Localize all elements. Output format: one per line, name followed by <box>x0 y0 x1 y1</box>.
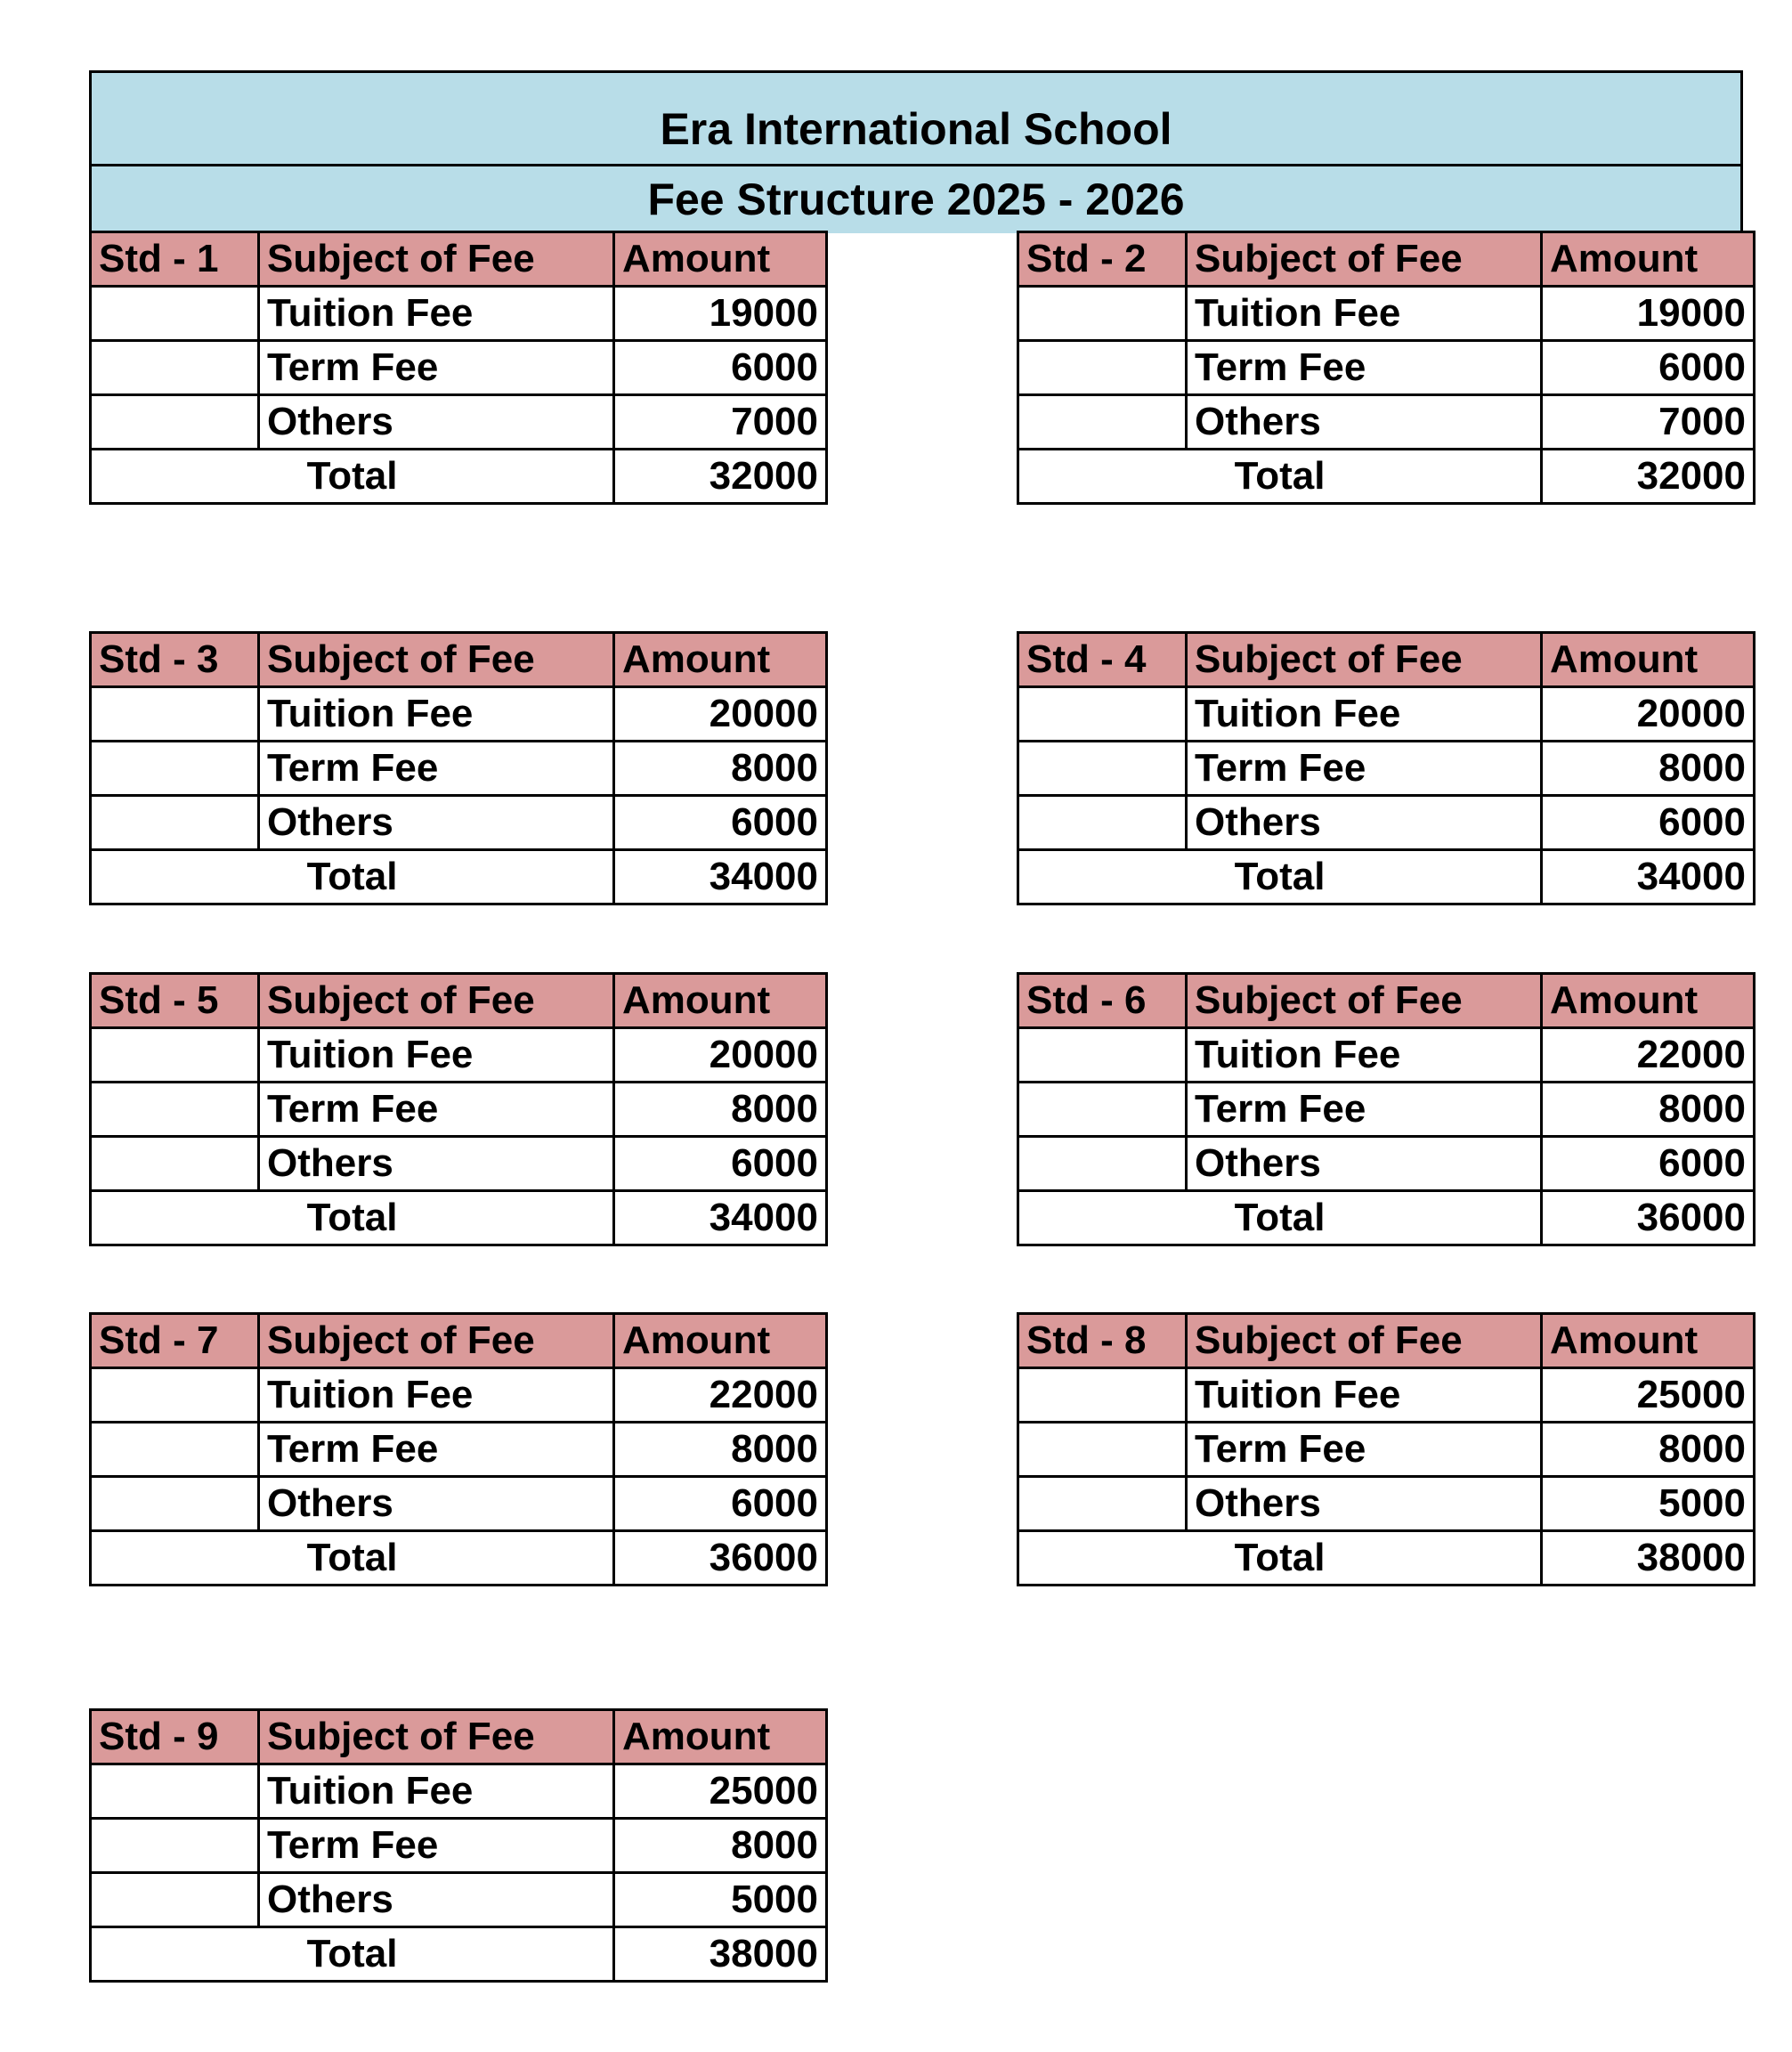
fee-table-header-row <box>1018 232 1755 287</box>
total-label: Total <box>1018 850 1542 904</box>
fee-row <box>1018 742 1755 796</box>
std-label: Std - 9 <box>91 1710 259 1764</box>
total-label: Total <box>1018 450 1542 504</box>
empty-cell <box>1018 395 1187 450</box>
fee-amount: 8000 <box>614 742 827 796</box>
fee-amount: 8000 <box>614 1423 827 1477</box>
fee-table-header-row <box>91 1314 827 1368</box>
amount-header: Amount <box>614 232 827 287</box>
empty-cell <box>91 687 259 742</box>
empty-cell <box>1018 1477 1187 1531</box>
fee-row <box>91 1873 827 1927</box>
amount-header: Amount <box>1542 1314 1755 1368</box>
fee-row <box>91 395 827 450</box>
fee-structure-title: Fee Structure 2025 - 2026 <box>647 174 1185 224</box>
total-amount: 38000 <box>1542 1531 1755 1586</box>
empty-cell <box>91 1819 259 1873</box>
fee-row <box>91 1819 827 1873</box>
total-amount: 32000 <box>614 450 827 504</box>
fee-row <box>1018 287 1755 341</box>
empty-cell <box>1018 742 1187 796</box>
subject-header: Subject of Fee <box>1187 232 1542 287</box>
total-label: Total <box>91 1191 614 1245</box>
fee-subject: Tuition Fee <box>1187 287 1542 341</box>
fee-amount: 6000 <box>1542 341 1755 395</box>
fee-row <box>1018 796 1755 850</box>
subject-header: Subject of Fee <box>259 1314 614 1368</box>
fee-amount: 25000 <box>614 1764 827 1819</box>
total-row <box>91 1531 827 1586</box>
empty-cell <box>91 1368 259 1423</box>
std-label: Std - 7 <box>91 1314 259 1368</box>
fee-amount: 25000 <box>1542 1368 1755 1423</box>
total-amount: 34000 <box>614 850 827 904</box>
total-amount: 34000 <box>614 1191 827 1245</box>
amount-header: Amount <box>614 974 827 1028</box>
empty-cell <box>1018 1368 1187 1423</box>
fee-row <box>1018 1368 1755 1423</box>
std-label: Std - 6 <box>1018 974 1187 1028</box>
fee-row <box>1018 341 1755 395</box>
total-label: Total <box>91 1927 614 1982</box>
total-row <box>1018 1531 1755 1586</box>
fee-subject: Tuition Fee <box>259 1028 614 1083</box>
fee-subject: Term Fee <box>259 341 614 395</box>
empty-cell <box>91 742 259 796</box>
fee-table-std-8 <box>1017 1312 1756 1586</box>
fee-subject: Term Fee <box>259 1083 614 1137</box>
fee-subject: Others <box>1187 395 1542 450</box>
empty-cell <box>1018 1423 1187 1477</box>
amount-header: Amount <box>1542 974 1755 1028</box>
fee-table-header-row <box>1018 974 1755 1028</box>
empty-cell <box>1018 287 1187 341</box>
fee-table-std-6 <box>1017 972 1756 1246</box>
fee-table-std-4 <box>1017 631 1756 905</box>
fee-subject: Tuition Fee <box>259 1764 614 1819</box>
fee-amount: 20000 <box>1542 687 1755 742</box>
fee-amount: 5000 <box>1542 1477 1755 1531</box>
fee-row <box>91 1764 827 1819</box>
fee-amount: 8000 <box>1542 1423 1755 1477</box>
fee-subject: Tuition Fee <box>1187 1368 1542 1423</box>
fee-table-header-row <box>91 633 827 687</box>
empty-cell <box>1018 1028 1187 1083</box>
total-label: Total <box>1018 1191 1542 1245</box>
fee-amount: 20000 <box>614 687 827 742</box>
total-row <box>91 450 827 504</box>
fee-row <box>1018 1083 1755 1137</box>
fee-row <box>1018 687 1755 742</box>
fee-row <box>91 1368 827 1423</box>
total-row <box>1018 450 1755 504</box>
fee-amount: 6000 <box>1542 796 1755 850</box>
total-row <box>1018 1191 1755 1245</box>
empty-cell <box>91 341 259 395</box>
school-name: Era International School <box>92 73 1740 166</box>
fee-amount: 8000 <box>614 1083 827 1137</box>
empty-cell <box>91 1028 259 1083</box>
amount-header: Amount <box>614 633 827 687</box>
empty-cell <box>91 1477 259 1531</box>
fee-table-std-2 <box>1017 231 1756 505</box>
fee-table-std-5 <box>89 972 828 1246</box>
fee-amount: 8000 <box>1542 1083 1755 1137</box>
empty-cell <box>1018 341 1187 395</box>
fee-amount: 22000 <box>1542 1028 1755 1083</box>
fee-subject: Term Fee <box>1187 742 1542 796</box>
fee-subject: Tuition Fee <box>259 1368 614 1423</box>
fee-row <box>1018 1028 1755 1083</box>
fee-subject: Others <box>1187 1477 1542 1531</box>
std-label: Std - 8 <box>1018 1314 1187 1368</box>
fee-row <box>1018 1423 1755 1477</box>
fee-table-header-row <box>91 232 827 287</box>
empty-cell <box>91 1873 259 1927</box>
fee-subject: Others <box>1187 796 1542 850</box>
amount-header: Amount <box>614 1710 827 1764</box>
total-label: Total <box>91 1531 614 1586</box>
fee-amount: 22000 <box>614 1368 827 1423</box>
fee-table-header-row <box>1018 1314 1755 1368</box>
fee-subject: Tuition Fee <box>259 687 614 742</box>
fee-subject: Tuition Fee <box>259 287 614 341</box>
amount-header: Amount <box>1542 232 1755 287</box>
fee-row <box>91 742 827 796</box>
total-row <box>1018 850 1755 904</box>
fee-amount: 6000 <box>614 1137 827 1191</box>
fee-table-header-row <box>91 1710 827 1764</box>
fee-amount: 7000 <box>614 395 827 450</box>
fee-table-std-3 <box>89 631 828 905</box>
fee-amount: 6000 <box>614 341 827 395</box>
empty-cell <box>91 1764 259 1819</box>
subject-header: Subject of Fee <box>1187 1314 1542 1368</box>
fee-row <box>91 1137 827 1191</box>
empty-cell <box>91 1083 259 1137</box>
fee-subject: Others <box>259 1873 614 1927</box>
empty-cell <box>91 287 259 341</box>
fee-table-header-row <box>1018 633 1755 687</box>
fee-subject: Tuition Fee <box>1187 687 1542 742</box>
fee-row <box>91 1083 827 1137</box>
total-amount: 38000 <box>614 1927 827 1982</box>
total-row <box>91 1927 827 1982</box>
total-amount: 32000 <box>1542 450 1755 504</box>
subject-header: Subject of Fee <box>259 633 614 687</box>
subject-header: Subject of Fee <box>1187 974 1542 1028</box>
total-row <box>91 1191 827 1245</box>
fee-subject: Others <box>259 796 614 850</box>
std-label: Std - 4 <box>1018 633 1187 687</box>
fee-amount: 19000 <box>1542 287 1755 341</box>
total-amount: 36000 <box>614 1531 827 1586</box>
fee-subject: Term Fee <box>259 1423 614 1477</box>
empty-cell <box>91 395 259 450</box>
fee-table-std-7 <box>89 1312 828 1586</box>
fee-subject: Term Fee <box>1187 1083 1542 1137</box>
fee-table-header-row <box>91 974 827 1028</box>
fee-row <box>91 1423 827 1477</box>
std-label: Std - 2 <box>1018 232 1187 287</box>
empty-cell <box>91 1423 259 1477</box>
empty-cell <box>91 796 259 850</box>
total-amount: 36000 <box>1542 1191 1755 1245</box>
std-label: Std - 1 <box>91 232 259 287</box>
fee-row <box>1018 1477 1755 1531</box>
fee-subject: Others <box>1187 1137 1542 1191</box>
fee-row <box>91 341 827 395</box>
fee-subject: Others <box>259 1137 614 1191</box>
subject-header: Subject of Fee <box>259 974 614 1028</box>
amount-header: Amount <box>614 1314 827 1368</box>
fee-table-std-1 <box>89 231 828 505</box>
subject-header: Subject of Fee <box>1187 633 1542 687</box>
total-label: Total <box>1018 1531 1542 1586</box>
school-banner <box>89 70 1743 233</box>
total-amount: 34000 <box>1542 850 1755 904</box>
fee-table-std-9 <box>89 1708 828 1983</box>
empty-cell <box>1018 796 1187 850</box>
fee-row <box>1018 395 1755 450</box>
subject-header: Subject of Fee <box>259 1710 614 1764</box>
fee-row <box>91 1477 827 1531</box>
fee-subject: Term Fee <box>1187 1423 1542 1477</box>
fee-amount: 6000 <box>614 1477 827 1531</box>
fee-subject: Term Fee <box>259 1819 614 1873</box>
fee-row <box>91 687 827 742</box>
subject-header: Subject of Fee <box>259 232 614 287</box>
empty-cell <box>91 1137 259 1191</box>
fee-amount: 6000 <box>614 796 827 850</box>
fee-amount: 6000 <box>1542 1137 1755 1191</box>
fee-amount: 8000 <box>1542 742 1755 796</box>
empty-cell <box>1018 1083 1187 1137</box>
total-label: Total <box>91 450 614 504</box>
fee-amount: 5000 <box>614 1873 827 1927</box>
fee-subject: Others <box>259 395 614 450</box>
fee-amount: 19000 <box>614 287 827 341</box>
fee-subject: Others <box>259 1477 614 1531</box>
fee-row <box>91 287 827 341</box>
std-label: Std - 3 <box>91 633 259 687</box>
fee-row <box>91 796 827 850</box>
fee-row <box>1018 1137 1755 1191</box>
total-row <box>91 850 827 904</box>
fee-amount: 20000 <box>614 1028 827 1083</box>
std-label: Std - 5 <box>91 974 259 1028</box>
fee-amount: 8000 <box>614 1819 827 1873</box>
fee-subject: Term Fee <box>1187 341 1542 395</box>
fee-amount: 7000 <box>1542 395 1755 450</box>
fee-subject: Tuition Fee <box>1187 1028 1542 1083</box>
empty-cell <box>1018 687 1187 742</box>
total-label: Total <box>91 850 614 904</box>
fee-row <box>91 1028 827 1083</box>
fee-subject: Term Fee <box>259 742 614 796</box>
empty-cell <box>1018 1137 1187 1191</box>
amount-header: Amount <box>1542 633 1755 687</box>
